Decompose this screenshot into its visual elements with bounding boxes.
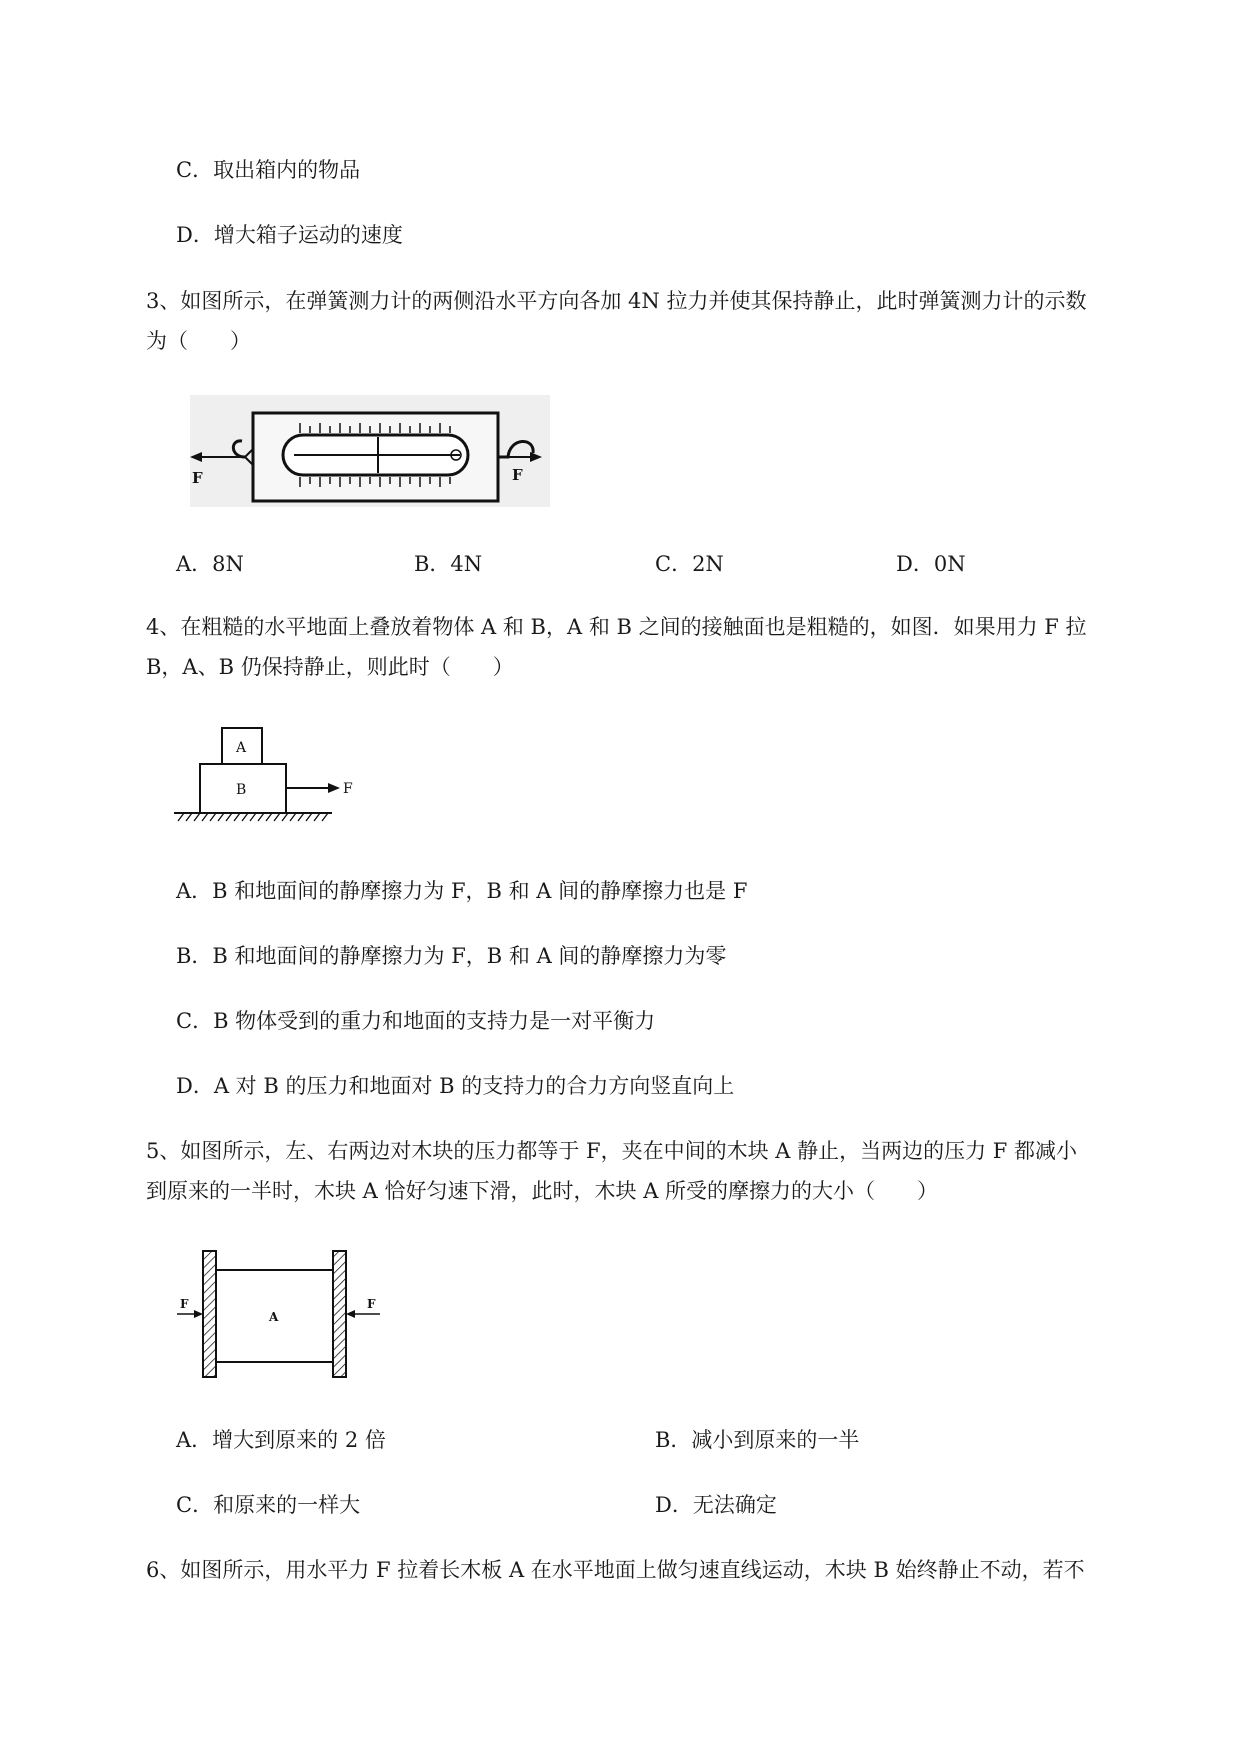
right-force-arrow-icon: [346, 1310, 355, 1318]
block-a-label: A: [236, 740, 247, 756]
spring-scale-label-left: F: [192, 469, 203, 487]
q5-stem-line1: 5、如图所示，左、右两边对木块的压力都等于 F，夹在中间的木块 A 静止，当两边的压力 F 都减小: [146, 1139, 1078, 1163]
q4-option-d: D．A 对 B 的压力和地面对 B 的支持力的合力方向竖直向上: [176, 1074, 735, 1098]
q5-option-b: B．减小到原来的一半: [655, 1428, 860, 1452]
spring-scale-label-right: F: [512, 466, 523, 484]
left-board: [203, 1251, 216, 1377]
stacked-blocks-figure: [172, 722, 372, 824]
right-board: [333, 1251, 346, 1377]
q6-stem-line1: 6、如图所示，用水平力 F 拉着长木板 A 在水平地面上做匀速直线运动，木块 B 始终静止不动，若不: [146, 1558, 1085, 1582]
q3-option-d: D．0N: [896, 552, 966, 576]
q2-option-d: D．增大箱子运动的速度: [176, 223, 403, 247]
left-force-arrow-icon: [194, 1310, 203, 1318]
q3-option-b: B．4N: [414, 552, 483, 576]
spring-scale-figure: [190, 395, 550, 507]
block-b-label: B: [236, 782, 247, 798]
block-a-label: A: [269, 1310, 279, 1324]
left-force-label: F: [180, 1297, 189, 1311]
q4-option-a: A．B 和地面间的静摩擦力为 F，B 和 A 间的静摩擦力也是 F: [176, 879, 748, 903]
force-arrow-icon: [328, 783, 340, 793]
q3-stem-line1: 3、如图所示，在弹簧测力计的两侧沿水平方向各加 4N 拉力并使其保持静止，此时弹簧测力计的示数: [146, 289, 1087, 313]
q3-stem-line2: 为（ ）: [146, 329, 251, 353]
q4-stem-line1: 4、在粗糙的水平地面上叠放着物体 A 和 B，A 和 B 之间的接触面也是粗糙的，如图．如果用力 F 拉: [146, 615, 1087, 639]
q5-option-d: D．无法确定: [655, 1493, 777, 1517]
q4-stem-line2: B，A、B 仍保持静止，则此时（ ）: [146, 655, 514, 679]
force-label: F: [343, 781, 353, 797]
q2-option-c: C．取出箱内的物品: [176, 158, 361, 182]
q5-option-c: C．和原来的一样大: [176, 1493, 361, 1517]
q3-option-a: A．8N: [176, 552, 244, 576]
q3-option-c: C．2N: [655, 552, 724, 576]
right-force-label: F: [367, 1297, 376, 1311]
q5-stem-line2: 到原来的一半时，木块 A 恰好匀速下滑，此时，木块 A 所受的摩擦力的大小（ ）: [146, 1179, 939, 1203]
clamped-block-figure: [172, 1248, 392, 1380]
q4-option-b: B．B 和地面间的静摩擦力为 F，B 和 A 间的静摩擦力为零: [176, 944, 727, 968]
q5-option-a: A．增大到原来的 2 倍: [176, 1428, 386, 1452]
q4-option-c: C．B 物体受到的重力和地面的支持力是一对平衡力: [176, 1009, 656, 1033]
